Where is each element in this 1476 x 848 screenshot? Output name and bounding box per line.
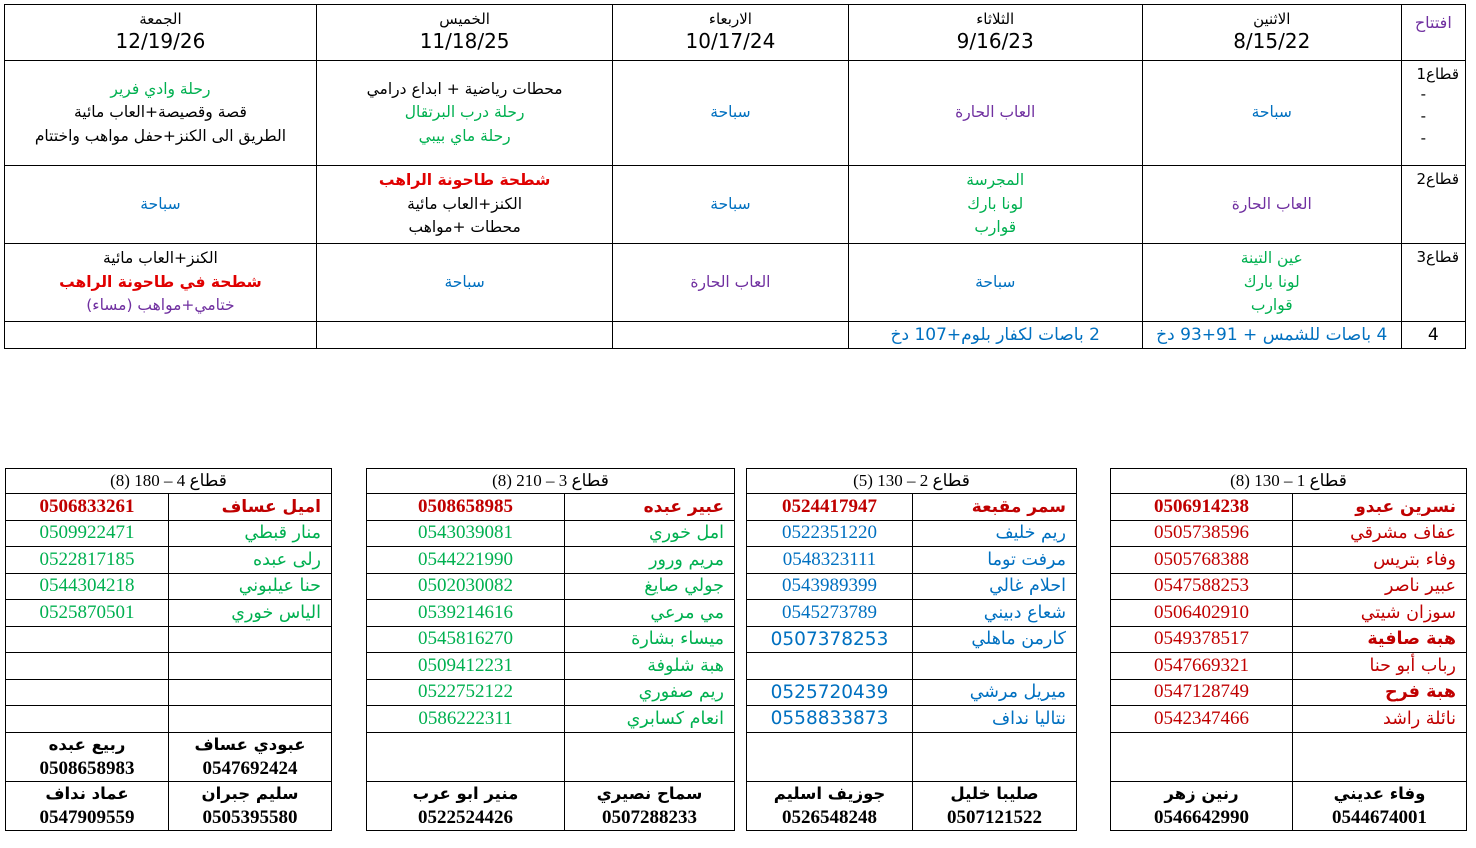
member-phone: 0544221990	[367, 547, 565, 574]
member-name: مريم ورور	[565, 547, 735, 574]
member-name: الياس خوري	[169, 600, 332, 627]
member-phone: 0543039081	[367, 520, 565, 547]
member-row	[367, 706, 735, 733]
activity-cell	[1142, 61, 1401, 166]
member-row	[367, 520, 735, 547]
driver-cell	[565, 781, 735, 830]
activity-cell	[613, 166, 848, 244]
day-name: الخميس	[439, 10, 490, 28]
member-row	[1111, 679, 1467, 706]
driver-row	[6, 732, 332, 781]
driver-phone: 0546642990	[1154, 806, 1249, 828]
member-row	[1111, 520, 1467, 547]
driver-cell-empty	[1111, 732, 1293, 781]
schedule-row	[5, 61, 1466, 166]
driver-cell	[169, 781, 332, 830]
driver-name: عماد نداف	[45, 783, 129, 803]
driver-cell	[747, 781, 913, 830]
activity-line: المجرسة	[966, 171, 1025, 190]
day-name: الجمعة	[139, 10, 182, 28]
sector-title: قطاع 3 – 210 (8)	[367, 469, 735, 494]
member-phone	[6, 653, 169, 680]
member-name: ريم صفوري	[565, 679, 735, 706]
member-row	[6, 520, 332, 547]
activity-line: شطحة في طاحونة الراهب	[59, 272, 262, 291]
member-name: ريم خليف	[913, 520, 1077, 547]
driver-phone: 0507288233	[602, 806, 697, 828]
member-phone: 0509922471	[6, 520, 169, 547]
activity-line: العاب الحارة	[1231, 194, 1312, 213]
member-phone: 0522817185	[6, 547, 169, 574]
activity-line: عين التينة	[1240, 249, 1303, 268]
lead-phone: 0524417947	[747, 494, 913, 521]
driver-name: سماح نصيري	[596, 783, 703, 803]
row-label	[1401, 61, 1465, 166]
member-name: جولي صايغ	[565, 573, 735, 600]
sector-title: قطاع 1 – 130 (8)	[1111, 469, 1467, 494]
empty-cell	[613, 322, 848, 349]
driver-name: جوزيف اسليم	[773, 783, 886, 803]
sector-title: قطاع 2 – 130 (5)	[747, 469, 1077, 494]
driver-cell	[913, 781, 1077, 830]
driver-row	[6, 781, 332, 830]
driver-phone: 0507121522	[947, 806, 1042, 828]
activity-line: سباحة	[710, 194, 751, 213]
bus-note-monday: 4 باصات للشمس + 91+93 دخ	[1142, 322, 1401, 349]
lead-phone: 0506914238	[1111, 494, 1293, 521]
member-phone: 0544304218	[6, 573, 169, 600]
activity-cell	[316, 166, 612, 244]
member-name: مي مرعي	[565, 600, 735, 627]
schedule-header-row	[5, 5, 1466, 61]
member-row	[367, 547, 735, 574]
driver-phone: 0544674001	[1332, 806, 1427, 828]
driver-row	[1111, 781, 1467, 830]
lead-phone: 0506833261	[6, 494, 169, 521]
row-dash: -	[1420, 85, 1426, 103]
activity-cell	[848, 61, 1142, 166]
lead-name: عبير عبده	[565, 494, 735, 521]
driver-cell	[6, 781, 169, 830]
activity-cell	[613, 61, 848, 166]
activity-line: العاب الحارة	[955, 103, 1036, 122]
member-row	[1111, 706, 1467, 733]
driver-cell-empty	[367, 732, 565, 781]
member-name: انعام كسابري	[565, 706, 735, 733]
member-row	[1111, 653, 1467, 680]
member-name: رلى عبده	[169, 547, 332, 574]
bus-row	[5, 322, 1466, 349]
activity-cell	[316, 61, 612, 166]
driver-name: سليم جبران	[201, 783, 299, 803]
member-row	[367, 600, 735, 627]
member-phone: 0586222311	[367, 706, 565, 733]
member-row	[6, 547, 332, 574]
activity-line: سباحة	[975, 272, 1016, 291]
lead-name: سمر مقبعة	[913, 494, 1077, 521]
driver-phone: 0522524426	[418, 806, 513, 828]
member-row	[747, 573, 1077, 600]
activity-line: لونا بارك	[1243, 272, 1300, 291]
member-phone: 0549378517	[1111, 626, 1293, 653]
driver-row	[747, 781, 1077, 830]
activity-cell	[1142, 244, 1401, 322]
member-row	[747, 520, 1077, 547]
day-name: الاربعاء	[708, 10, 752, 28]
sector-title-row	[367, 469, 735, 494]
member-row	[367, 626, 735, 653]
member-row	[6, 706, 332, 733]
member-name: شعاع دبيني	[913, 600, 1077, 627]
member-phone: 0505738596	[1111, 520, 1293, 547]
member-phone: 0558833873	[747, 706, 913, 733]
day-name: الاثنين	[1253, 10, 1291, 28]
driver-name: صليبا خليل	[950, 783, 1039, 803]
day-header	[5, 5, 317, 61]
lead-phone: 0508658985	[367, 494, 565, 521]
member-phone	[6, 626, 169, 653]
schedule-row	[5, 244, 1466, 322]
member-name: هبة شلوفة	[565, 653, 735, 680]
activity-cell	[5, 61, 317, 166]
member-phone	[6, 679, 169, 706]
lead-row	[1111, 494, 1467, 521]
member-phone: 0542347466	[1111, 706, 1293, 733]
activity-cell	[1142, 166, 1401, 244]
member-row	[367, 679, 735, 706]
activity-cell	[848, 244, 1142, 322]
member-row	[747, 653, 1077, 680]
activity-cell	[5, 166, 317, 244]
schedule-row	[5, 166, 1466, 244]
row-label: قطاع3	[1401, 244, 1465, 322]
member-phone	[747, 653, 913, 680]
member-name: عبير ناصر	[1293, 573, 1467, 600]
member-name: وفاء بتريس	[1293, 547, 1467, 574]
lead-name: اميل عساف	[169, 494, 332, 521]
driver-cell	[367, 781, 565, 830]
member-phone: 0522351220	[747, 520, 913, 547]
member-name: امل خوري	[565, 520, 735, 547]
driver-row	[747, 732, 1077, 781]
member-row	[747, 547, 1077, 574]
member-phone: 0522752122	[367, 679, 565, 706]
day-name: الثلاثاء	[976, 10, 1015, 28]
driver-cell	[1111, 781, 1293, 830]
member-row	[6, 626, 332, 653]
driver-cell-empty	[565, 732, 735, 781]
member-name	[169, 706, 332, 733]
member-name	[913, 653, 1077, 680]
sector-title-row	[1111, 469, 1467, 494]
activity-line: الكنز+العاب مائية	[407, 194, 523, 213]
activity-line: سباحة	[710, 103, 751, 122]
day-date: 9/16/23	[956, 29, 1034, 53]
day-date: 8/15/22	[1233, 29, 1311, 53]
driver-row	[367, 781, 735, 830]
member-row	[6, 653, 332, 680]
member-row	[1111, 547, 1467, 574]
bus-row-label: 4	[1401, 322, 1465, 349]
member-row	[6, 600, 332, 627]
member-phone: 0525870501	[6, 600, 169, 627]
empty-cell	[5, 322, 317, 349]
member-phone: 0547669321	[1111, 653, 1293, 680]
member-row	[747, 600, 1077, 627]
member-phone: 0509412231	[367, 653, 565, 680]
driver-phone: 0526548248	[782, 806, 877, 828]
activity-line: قوارب	[1250, 296, 1293, 315]
member-name: عفاف مشرقي	[1293, 520, 1467, 547]
activity-line: رحلة درب البرتقال	[404, 103, 525, 122]
member-name	[169, 653, 332, 680]
member-name: ميساء بشارة	[565, 626, 735, 653]
lead-row	[367, 494, 735, 521]
member-row	[747, 679, 1077, 706]
member-row	[1111, 573, 1467, 600]
driver-phone: 0547909559	[39, 806, 135, 828]
driver-phone: 0508658983	[39, 757, 135, 779]
activity-line: الطريق الى الكنز+حفل مواهب واختتام	[34, 126, 287, 145]
sector-contact-table	[366, 468, 735, 831]
member-name: نتاليا نداف	[913, 706, 1077, 733]
activity-line: رحلة وادي فرير	[110, 79, 211, 98]
driver-name: رنين زهر	[1164, 783, 1239, 803]
member-name: احلام غالي	[913, 573, 1077, 600]
activity-line: محطات رياضية + ابداع درامي	[366, 79, 563, 98]
activity-line: شطحة طاحونة الراهب	[378, 171, 551, 190]
driver-name: منير ابو عرب	[412, 783, 519, 803]
activity-cell	[613, 244, 848, 322]
day-header	[1142, 5, 1401, 61]
sector-title-row	[6, 469, 332, 494]
activity-line: الكنز+العاب مائية	[102, 249, 218, 268]
member-row	[6, 573, 332, 600]
activity-line: سباحة	[444, 272, 485, 291]
member-name: ميريل مرشي	[913, 679, 1077, 706]
activity-line: قصة وقصيصة+العاب مائية	[73, 103, 247, 122]
activity-line: ختامي+مواهب (مساء)	[86, 296, 235, 315]
day-date: 11/18/25	[419, 29, 510, 53]
activity-cell	[5, 244, 317, 322]
member-name	[169, 626, 332, 653]
member-row	[747, 706, 1077, 733]
member-row	[367, 653, 735, 680]
member-phone: 0548323111	[747, 547, 913, 574]
member-phone: 0525720439	[747, 679, 913, 706]
member-phone: 0507378253	[747, 626, 913, 653]
driver-name: ربيع عبده	[48, 734, 126, 754]
day-header	[848, 5, 1142, 61]
driver-cell	[169, 732, 332, 781]
activity-line: سباحة	[140, 194, 181, 213]
activity-line: العاب الحارة	[690, 272, 771, 291]
member-row	[367, 573, 735, 600]
sector-title-row	[747, 469, 1077, 494]
row-label: قطاع2	[1401, 166, 1465, 244]
member-phone: 0505768388	[1111, 547, 1293, 574]
member-phone: 0543989399	[747, 573, 913, 600]
activity-line: قوارب	[974, 218, 1017, 237]
member-phone: 0547128749	[1111, 679, 1293, 706]
day-date: 12/19/26	[115, 29, 206, 53]
driver-name: عبودي عساف	[194, 734, 306, 754]
lead-name: نسرين عبدو	[1293, 494, 1467, 521]
driver-phone: 0505395580	[202, 806, 298, 828]
activity-cell	[848, 166, 1142, 244]
member-phone: 0545273789	[747, 600, 913, 627]
member-phone: 0502030082	[367, 573, 565, 600]
row-label-text: قطاع1	[1416, 65, 1459, 83]
activity-line: لونا بارك	[967, 194, 1024, 213]
member-row	[747, 626, 1077, 653]
member-name: رباب أبو حنا	[1293, 653, 1467, 680]
member-row	[1111, 600, 1467, 627]
member-name: حنا عيلبوني	[169, 573, 332, 600]
member-name: مرفت توما	[913, 547, 1077, 574]
sector-contact-table	[1110, 468, 1467, 831]
day-header	[316, 5, 612, 61]
empty-cell	[316, 322, 612, 349]
driver-cell-empty	[1293, 732, 1467, 781]
member-phone	[6, 706, 169, 733]
row-dash: -	[1420, 129, 1426, 147]
member-name: سوزان شيتي	[1293, 600, 1467, 627]
member-phone: 0539214616	[367, 600, 565, 627]
row-dash: -	[1420, 107, 1426, 125]
member-row	[1111, 626, 1467, 653]
member-name: هبة فرح	[1293, 679, 1467, 706]
schedule-table	[4, 4, 1466, 349]
sector-contact-table	[5, 468, 332, 831]
member-name: هبة صافية	[1293, 626, 1467, 653]
activity-cell	[316, 244, 612, 322]
driver-cell-empty	[747, 732, 913, 781]
sector-contact-table	[746, 468, 1077, 831]
sector-title: قطاع 4 – 180 (8)	[6, 469, 332, 494]
activity-line: محطات +مواهب	[408, 218, 521, 237]
day-header	[613, 5, 848, 61]
driver-cell	[1293, 781, 1467, 830]
driver-name: وفاء عديني	[1333, 783, 1426, 803]
driver-row	[1111, 732, 1467, 781]
member-phone: 0506402910	[1111, 600, 1293, 627]
corner-label: افتتاح	[1401, 5, 1465, 61]
member-name: كارمن ماهلي	[913, 626, 1077, 653]
bus-note-tuesday: 2 باصات لكفار بلوم+107 دخ	[848, 322, 1142, 349]
lead-row	[747, 494, 1077, 521]
member-name: نائلة راشد	[1293, 706, 1467, 733]
member-name	[169, 679, 332, 706]
driver-row	[367, 732, 735, 781]
driver-cell	[6, 732, 169, 781]
member-phone: 0545816270	[367, 626, 565, 653]
lead-row	[6, 494, 332, 521]
activity-line: سباحة	[1251, 103, 1292, 122]
member-name: منار قبطي	[169, 520, 332, 547]
driver-cell-empty	[913, 732, 1077, 781]
member-phone: 0547588253	[1111, 573, 1293, 600]
activity-line: رحلة ماي بيبي	[418, 126, 511, 145]
driver-phone: 0547692424	[202, 757, 298, 779]
member-row	[6, 679, 332, 706]
day-date: 10/17/24	[685, 29, 776, 53]
